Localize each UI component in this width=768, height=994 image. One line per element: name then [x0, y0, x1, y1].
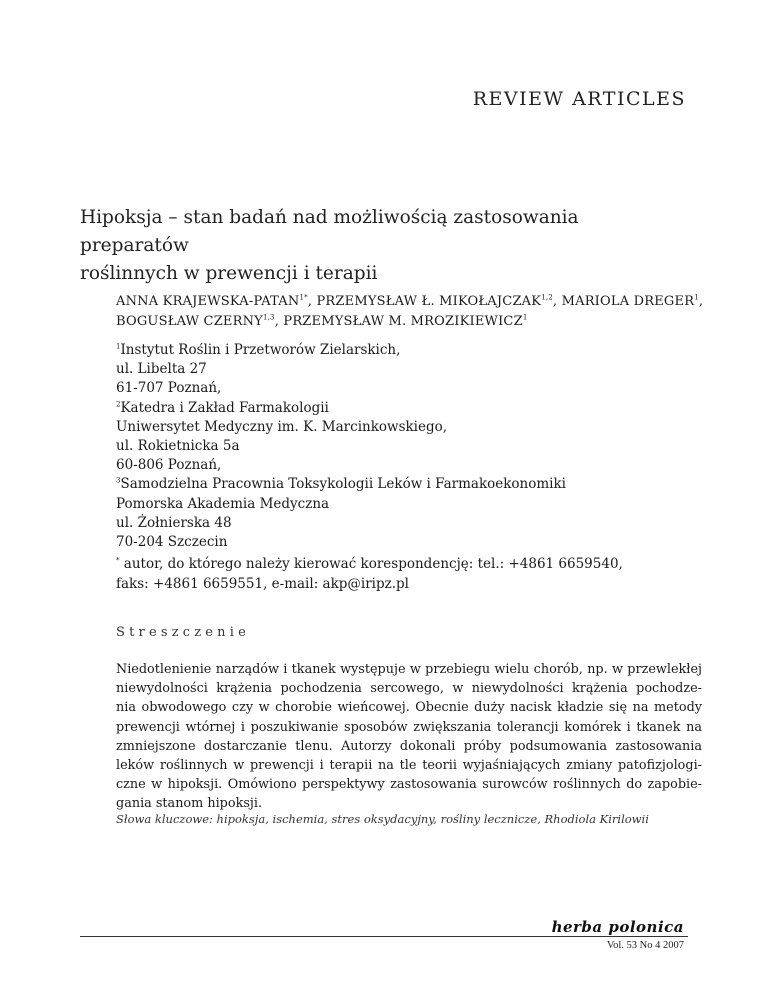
author-sup: 1	[694, 293, 699, 302]
affiliation-line	[116, 475, 676, 494]
abstract-body	[116, 660, 702, 814]
affiliation-line: 60-806 Poznań,	[116, 457, 222, 474]
author-name: PRZEMYSŁAW M. MROZIKIEWICZ	[283, 314, 523, 329]
abstract-heading: Streszczenie	[116, 625, 251, 640]
section-header: REVIEW ARTICLES	[472, 88, 686, 110]
abstract-line: prewencji wtórnej i poszukiwanie sposobów zwiększania tolerancji komórek i tkanek na	[116, 719, 702, 735]
volume-info: Vol. 53 No 4 2007	[606, 940, 684, 951]
affiliation-line: Uniwersytet Medyczny im. K. Marcinkowskiego,	[116, 418, 448, 435]
affiliation-sup: 2	[116, 400, 121, 409]
author-sep: ,	[552, 294, 562, 309]
affiliation-line: ul. Rokietnicka 5a	[116, 438, 240, 455]
correspondence	[116, 555, 676, 594]
correspondence-mark: *	[116, 556, 120, 565]
author-sep: ,	[274, 314, 284, 329]
keywords: Słowa kluczowe: hipoksja, ischemia, stres oksydacyjny, rośliny lecznicze, Rhodiola Kirilowii	[116, 812, 649, 826]
abstract-line: nia obwodowego czy w chorobie wieńcowej. Obecnie duży nacisk kładzie się na metody	[116, 700, 702, 716]
author-sep: ,	[307, 294, 317, 309]
author-sep: ,	[698, 294, 704, 309]
affiliation-line	[116, 341, 676, 360]
affiliation-line	[116, 399, 676, 418]
footer-divider	[80, 936, 688, 937]
abstract-line: niewydolności krążenia pochodzenia sercowego, w niewydolności krążenia pochodze-	[116, 681, 702, 697]
correspondence-line: faks: +4861 6659551, e-mail: akp@iripz.pl	[116, 575, 409, 592]
author-name: PRZEMYSŁAW Ł. MIKOŁAJCZAK	[316, 294, 542, 309]
affiliation-sup: 3	[116, 476, 121, 485]
abstract-line: czne w hipoksji. Omówiono perspektywy zastosowania surowców roślinnych do zapobie-	[116, 777, 702, 793]
author-sup: 1*	[299, 293, 308, 302]
affiliation-text: Samodzielna Pracownia Toksykologii Leków i Farmakoekonomiki	[120, 476, 566, 493]
affiliation-text: Instytut Roślin i Przetworów Zielarskich,	[120, 342, 401, 358]
author-line	[116, 292, 704, 312]
article-title	[80, 204, 680, 288]
author-sup: 1,3	[262, 313, 275, 322]
abstract-line: gania stanom hipoksji.	[116, 796, 263, 812]
affiliation-line: 61-707 Poznań,	[116, 380, 222, 397]
correspondence-text: autor, do którego należy kierować korespondencję: tel.: +4861 6659540,	[119, 556, 623, 572]
abstract-line: Niedotlenienie narządów i tkanek występuje w przebiegu wielu chorób, np. w przewlekłej	[116, 662, 702, 677]
affiliation-text: Katedra i Zakład Farmakologii	[120, 399, 329, 416]
affiliation-line: Pomorska Akademia Medyczna	[116, 495, 330, 512]
author-name: BOGUSŁAW CZERNY	[116, 314, 263, 329]
author-sup: 1	[522, 313, 528, 322]
affiliation-line: ul. Libelta 27	[116, 361, 207, 378]
affiliation-line: ul. Żołnierska 48	[116, 514, 232, 531]
correspondence-line	[116, 555, 676, 575]
abstract-line: zmniejszone dostarczanie tlenu. Autorzy dokonali próby podsumowania zastosowania	[116, 738, 702, 754]
journal-logo: herba polonica	[551, 918, 684, 936]
affiliations	[116, 341, 676, 552]
title-line: Hipoksja – stan badań nad możliwością zastosowania preparatów	[80, 207, 579, 256]
abstract-line: leków roślinnych w prewencji i terapii na tle teorii wyjaśniających zmiany patofizjologi-	[116, 758, 702, 774]
author-list	[116, 292, 704, 332]
affiliation-sup: 1	[116, 342, 121, 351]
author-name: MARIOLA DREGER	[561, 294, 695, 309]
author-line	[116, 312, 696, 332]
affiliation-line: 70-204 Szczecin	[116, 534, 228, 551]
author-name: ANNA KRAJEWSKA-PATAN	[116, 294, 300, 309]
author-sup: 1,2	[541, 293, 553, 302]
title-line: roślinnych w prewencji i terapii	[80, 263, 378, 284]
